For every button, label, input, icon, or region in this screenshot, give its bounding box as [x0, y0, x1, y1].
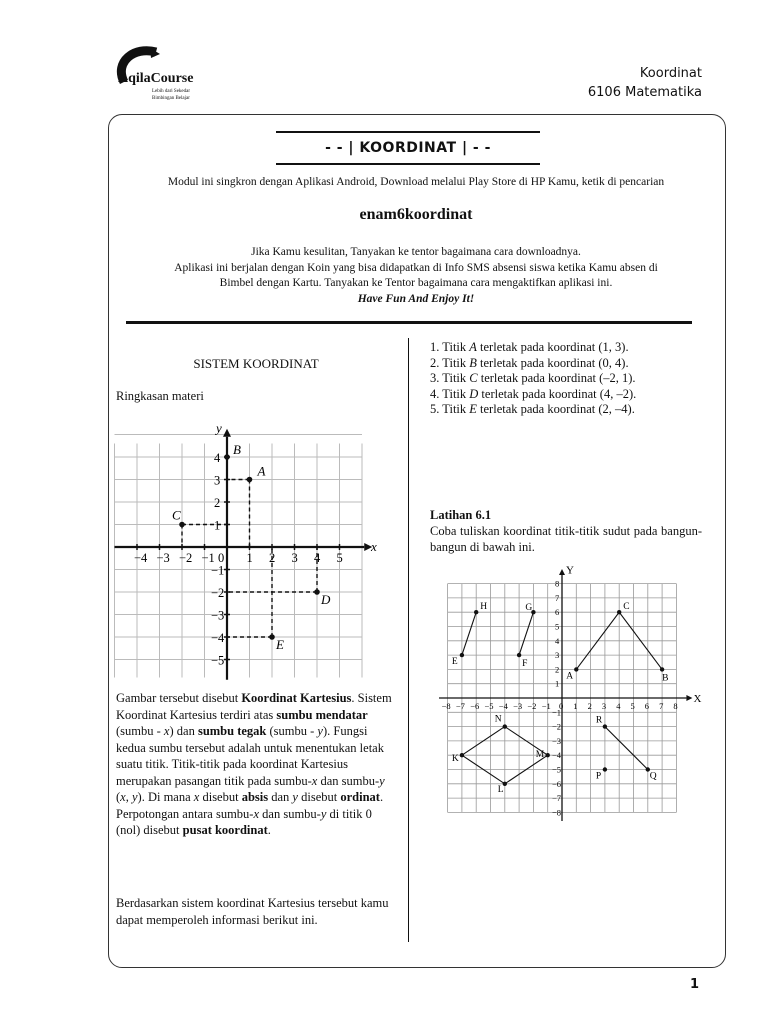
point-label-G: G: [525, 603, 533, 614]
p1-t14: . Perpotongan antara sumbu-: [116, 790, 384, 821]
x-tick-label: 5: [630, 701, 635, 711]
column-divider: [408, 338, 409, 942]
point-B: [224, 454, 230, 460]
logo-name: AqilaCourse: [118, 71, 194, 86]
x-tick-label: 1: [246, 551, 253, 565]
y-tick-label: 1: [555, 678, 560, 689]
point-label-B: B: [233, 442, 241, 457]
header-right: [588, 64, 702, 102]
intro-line-3: Aplikasi ini berjalan dengan Koin yang bisa didapatkan di Info SMS absensi siswa ketika Kamu absen di: [174, 262, 658, 274]
point-K: [460, 753, 464, 757]
y-tick-label: 4: [214, 451, 221, 465]
x-tick-label: −2: [179, 551, 193, 565]
p1-b4: absis: [241, 790, 269, 804]
x-tick-label: 0: [218, 551, 225, 565]
page-number: 1: [690, 977, 700, 992]
header-code: 6106 Matematika: [587, 85, 702, 100]
point-label-Q: Q: [649, 771, 657, 782]
x-tick-label: −1: [541, 701, 551, 711]
point-B: [660, 667, 664, 671]
y-tick-label: −2: [211, 586, 225, 600]
y-tick-label: 2: [555, 664, 560, 675]
point-H: [474, 610, 478, 614]
p1-i9: x: [253, 806, 260, 821]
intro-line-4: Bimbel dengan Kartu. Tanyakan ke Tentor bagaimana cara mengaktifkan aplikasi ini.: [219, 277, 613, 289]
point-P: [603, 767, 607, 771]
list-item: 4. Titik D terletak pada koordinat (4, –2).: [430, 386, 637, 401]
p1-t1: Gambar tersebut disebut: [116, 691, 242, 705]
point-label-N: N: [494, 714, 502, 725]
y-axis-label: y: [216, 420, 222, 436]
x-tick-label: 8: [673, 701, 678, 711]
point-label-A: A: [566, 671, 574, 682]
x-tick-label: 3: [291, 551, 298, 565]
y-tick-label: −5: [552, 764, 562, 775]
intro-keyword: enam6koordinat: [359, 206, 473, 223]
y-tick-label: 6: [555, 607, 560, 618]
p1-t3: (sumbu -: [116, 724, 164, 738]
latihan-graph: [438, 560, 706, 828]
shape-edge: [462, 612, 476, 655]
point-label-R: R: [595, 715, 603, 726]
x-tick-label: −3: [513, 701, 523, 711]
x-tick-label: 6: [644, 701, 650, 711]
y-tick-label: 8: [555, 578, 560, 589]
y-tick-label: 1: [214, 518, 221, 533]
y-tick-label: −7: [552, 793, 562, 804]
shape-edge: [519, 612, 533, 655]
p1-t2: . Sistem Koordinat Kartesius terdiri atas: [116, 691, 392, 722]
point-label-F: F: [522, 659, 528, 670]
point-label-A: A: [257, 463, 266, 479]
separator-line: [126, 321, 692, 324]
x-tick-label: −4: [134, 551, 148, 565]
x-tick-label: 7: [659, 701, 664, 711]
list-item: 1. Titik A terletak pada koordinat (1, 3).: [430, 340, 629, 354]
point-E: [269, 634, 275, 640]
y-tick-label: −3: [211, 608, 225, 623]
point-C: [617, 610, 621, 614]
point-label-D: D: [321, 592, 331, 607]
y-tick-label: 3: [214, 473, 221, 488]
point-F: [517, 653, 521, 657]
p1-i3: x: [311, 773, 318, 788]
aqilacourse-logo: [104, 42, 224, 112]
x-arrow-icon: [686, 695, 692, 701]
y-tick-label: 3: [555, 650, 560, 661]
x-tick-label: 1: [573, 701, 578, 711]
p1-i7: x: [193, 790, 200, 804]
list-item: 2. Titik B terletak pada koordinat (0, 4).: [430, 355, 629, 370]
p1-i5: x: [120, 790, 126, 804]
latihan-title: Latihan 6.1: [430, 508, 492, 522]
cartesian-graph: [114, 420, 382, 682]
x-tick-label: −6: [470, 701, 480, 711]
p1-i10: y: [320, 806, 327, 821]
y-tick-label: −5: [211, 653, 225, 668]
shape-edge: [605, 727, 648, 770]
y-tick-label: −4: [552, 750, 562, 761]
point-R: [603, 724, 607, 728]
p1-t16: di titik 0 (nol) disebut: [116, 806, 372, 837]
paragraph-berdasarkan: Berdasarkan sistem koordinat Kartesius tersebut kamu dapat memperoleh informasi berikut ini.: [116, 896, 389, 927]
point-A: [247, 477, 253, 483]
y-tick-label: 4: [555, 635, 560, 646]
y-tick-label: 7: [555, 592, 560, 603]
latihan-text: Coba tuliskan koordinat titik-titik sudut pada bangun-bangun di bawah ini.: [430, 524, 702, 554]
x-tick-label: −7: [455, 701, 465, 711]
x-tick-label: 2: [269, 551, 276, 565]
p1-i1: x: [163, 724, 170, 738]
y-arrow-icon: [223, 429, 231, 437]
p1-t13: disebut: [297, 790, 341, 804]
p1-i2: y: [317, 724, 323, 738]
x-tick-label: 5: [336, 551, 343, 565]
p1-t10: ). Di mana: [137, 790, 194, 804]
x-tick-label: −4: [498, 701, 508, 711]
point-label-P: P: [595, 771, 602, 782]
y-tick-label: −1: [211, 563, 225, 578]
p1-t5: (sumbu -: [266, 724, 318, 738]
p1-b2: sumbu mendatar: [276, 707, 368, 722]
y-tick-label: −6: [552, 778, 562, 789]
y-tick-label: −2: [552, 721, 562, 732]
point-label-L: L: [497, 784, 504, 795]
point-label-H: H: [480, 602, 488, 613]
paragraph-kartesius: [116, 690, 396, 839]
point-A: [574, 667, 578, 671]
point-C: [179, 522, 185, 528]
y-axis-label: Y: [566, 564, 574, 577]
point-label-M: M: [535, 750, 545, 761]
p1-t8: (: [116, 790, 121, 804]
x-tick-label: 4: [314, 551, 321, 565]
intro-line-2: Jika Kamu kesulitan, Tanyakan ke tentor bagaimana cara downloadnya.: [251, 246, 581, 258]
p1-i8: y: [292, 790, 298, 804]
p1-t4: ) dan: [169, 724, 198, 738]
p1-b3: sumbu tegak: [197, 724, 267, 738]
x-tick-label: 4: [616, 701, 621, 711]
p1-t6: ). Fungsi kedua sumbu tersebut adalah untuk menentukan letak suatu titik. Titik-titik pada koordinat Kartesius merupakan pasangan titik pada sumbu-: [116, 724, 384, 788]
p1-b5: ordinat: [340, 790, 380, 804]
point-label-K: K: [451, 754, 459, 765]
y-tick-label: −8: [552, 807, 562, 818]
p1-t9: ,: [125, 790, 132, 804]
x-tick-label: −1: [201, 551, 215, 565]
intro-line-5: Have Fun And Enjoy It!: [357, 293, 475, 305]
point-D: [314, 589, 320, 595]
y-tick-label: −4: [211, 631, 225, 645]
point-label-B: B: [662, 673, 669, 684]
y-tick-label: 2: [214, 496, 221, 510]
logo-tagline-1: Lebih dari Sekedar: [152, 89, 191, 94]
intro-line-1: Modul ini singkron dengan Aplikasi Android, Download melalui Play Store di HP Kamu, ketik di pencarian: [167, 176, 665, 188]
x-axis-label: x: [371, 539, 377, 554]
x-tick-label: 2: [587, 701, 592, 711]
list-item: 3. Titik C terletak pada koordinat (–2, 1).: [430, 371, 636, 385]
page-title: - - | KOORDINAT | - -: [276, 131, 540, 165]
p1-t7: dan sumbu-: [317, 773, 380, 788]
x-tick-label: −5: [484, 701, 494, 711]
point-label-E: E: [451, 657, 458, 668]
p1-t15: dan sumbu-: [259, 806, 321, 821]
x-tick-label: 3: [601, 701, 607, 711]
p1-i4: y: [379, 773, 385, 788]
p1-t12: dan: [268, 790, 293, 804]
p1-b1: Koordinat Kartesius: [241, 691, 352, 705]
y-arrow-icon: [559, 569, 565, 575]
section-subheading: Ringkasan materi: [116, 389, 204, 403]
list-item: 5. Titik E terletak pada koordinat (2, –4).: [430, 402, 635, 416]
x-tick-label: −2: [527, 701, 537, 711]
point-M: [546, 753, 550, 757]
header-subject: Koordinat: [639, 66, 702, 81]
point-label-E: E: [276, 637, 284, 652]
point-N: [503, 724, 507, 728]
p1-t17: .: [267, 823, 271, 837]
y-tick-label: 5: [555, 621, 560, 632]
point-list: [430, 340, 702, 418]
p1-b6: pusat koordinat: [182, 823, 268, 837]
logo-tagline-2: Bimbingan Belajar: [152, 96, 190, 101]
p1-t11: disebut: [199, 790, 242, 804]
x-tick-label: −8: [441, 701, 451, 711]
p1-i6: y: [131, 790, 138, 804]
point-E: [460, 653, 464, 657]
x-tick-label: −3: [156, 551, 170, 565]
point-label-C: C: [172, 507, 181, 523]
y-tick-label: −1: [552, 707, 562, 718]
section-heading: SISTEM KOORDINAT: [193, 356, 319, 371]
y-tick-label: −3: [552, 735, 562, 746]
x-axis-label: X: [693, 693, 702, 705]
point-label-C: C: [623, 602, 630, 613]
x-tick-label: 0: [559, 701, 564, 711]
